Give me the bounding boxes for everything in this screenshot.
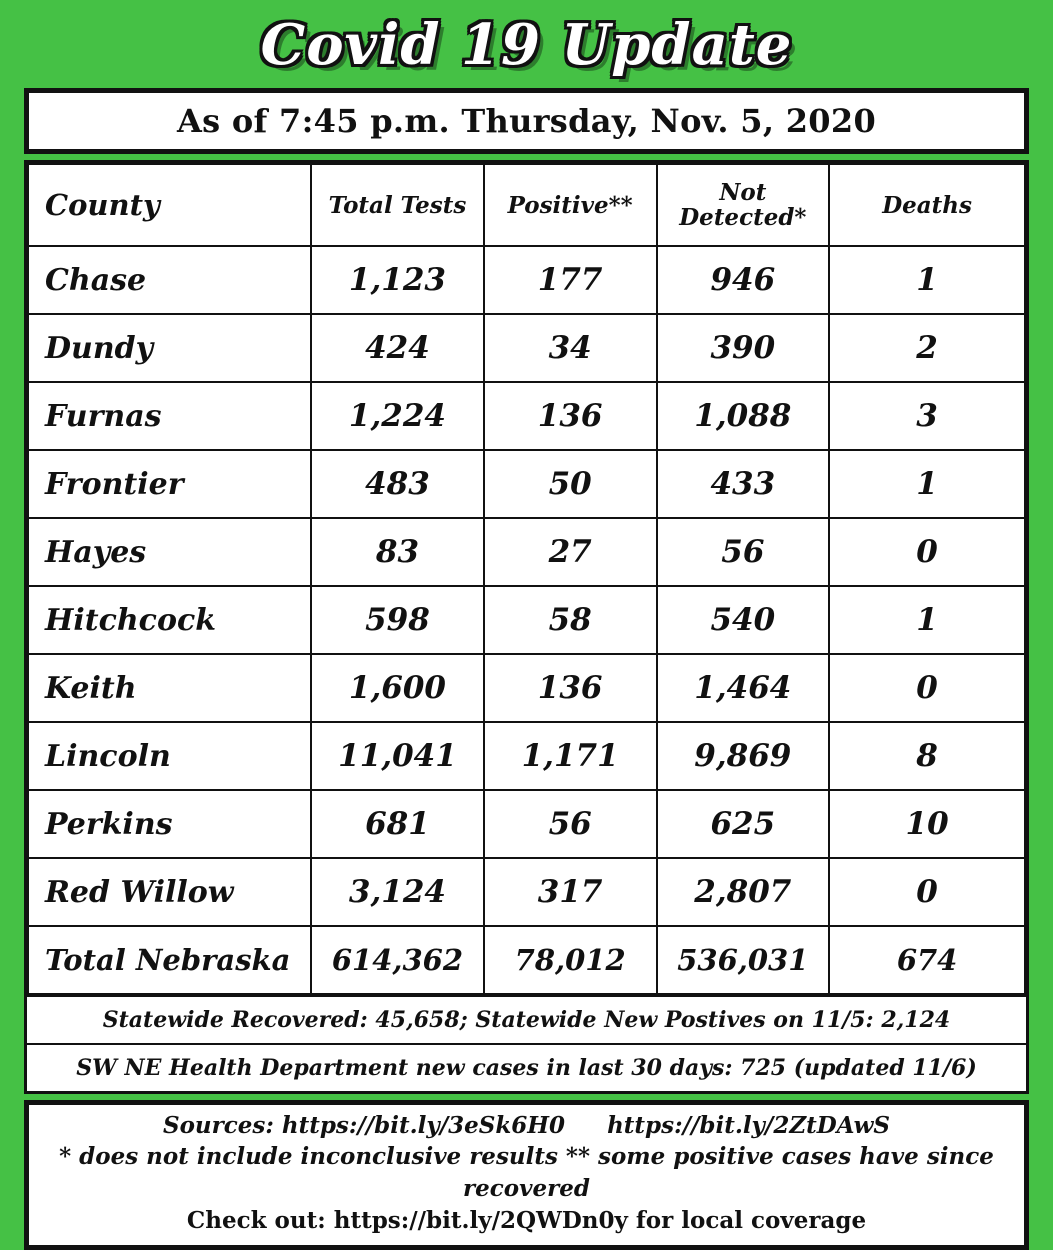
- table-row: [28, 790, 1025, 858]
- cell-deaths: 8: [829, 722, 1025, 790]
- column-header-positive: Positive**: [484, 164, 657, 246]
- cell-total-tests: 681: [311, 790, 484, 858]
- column-header-deaths: Deaths: [829, 164, 1025, 246]
- county-data-table-container: [24, 160, 1029, 1094]
- column-header-not-detected: Not Detected*: [657, 164, 830, 246]
- cell-county: Chase: [28, 246, 311, 314]
- cell-deaths: 0: [829, 654, 1025, 722]
- cell-county: Red Willow: [28, 858, 311, 926]
- sources-line: [37, 1111, 1016, 1141]
- cell-positive: 317: [484, 858, 657, 926]
- table-row: [28, 246, 1025, 314]
- cell-positive: 136: [484, 382, 657, 450]
- cell-county: Hitchcock: [28, 586, 311, 654]
- subtitle-card: [24, 88, 1029, 154]
- cell-county: Perkins: [28, 790, 311, 858]
- table-row: [28, 858, 1025, 926]
- cell-not-detected: 2,807: [657, 858, 830, 926]
- table-body: [28, 246, 1025, 994]
- table-row: [28, 518, 1025, 586]
- cell-deaths: 1: [829, 246, 1025, 314]
- cell-deaths: 2: [829, 314, 1025, 382]
- cell-deaths: 1: [829, 586, 1025, 654]
- cell-deaths: 674: [829, 926, 1025, 994]
- statewide-recovered-note: Statewide Recovered: 45,658; Statewide New Postives on 11/5: 2,124: [27, 995, 1026, 1043]
- cell-positive: 177: [484, 246, 657, 314]
- cell-total-tests: 1,224: [311, 382, 484, 450]
- sources-card: [24, 1100, 1029, 1250]
- cell-not-detected: 433: [657, 450, 830, 518]
- cell-not-detected: 390: [657, 314, 830, 382]
- cell-positive: 34: [484, 314, 657, 382]
- table-row-total: [28, 926, 1025, 994]
- table-header: [28, 164, 1025, 246]
- cell-not-detected: 1,088: [657, 382, 830, 450]
- cell-positive: 1,171: [484, 722, 657, 790]
- cell-total-tests: 614,362: [311, 926, 484, 994]
- cell-positive: 50: [484, 450, 657, 518]
- table-row: [28, 586, 1025, 654]
- table-row: [28, 450, 1025, 518]
- cell-deaths: 1: [829, 450, 1025, 518]
- coverage-link[interactable]: https://bit.ly/2QWDn0y: [333, 1207, 628, 1234]
- table-row: [28, 722, 1025, 790]
- check-out-suffix: for local coverage: [635, 1207, 867, 1234]
- cell-total-tests: 1,123: [311, 246, 484, 314]
- check-out-label: Check out:: [186, 1207, 326, 1234]
- cell-not-detected: 625: [657, 790, 830, 858]
- table-row: [28, 382, 1025, 450]
- cell-not-detected: 946: [657, 246, 830, 314]
- cell-total-tests: 424: [311, 314, 484, 382]
- cell-positive: 56: [484, 790, 657, 858]
- cell-total-tests: 11,041: [311, 722, 484, 790]
- column-header-county: County: [28, 164, 311, 246]
- cell-total-tests: 3,124: [311, 858, 484, 926]
- sw-ne-health-note: SW NE Health Department new cases in last 30 days: 725 (updated 11/6): [27, 1043, 1026, 1091]
- cell-deaths: 3: [829, 382, 1025, 450]
- page-title: Covid 19 Update: [260, 12, 793, 78]
- source-link-1[interactable]: https://bit.ly/3eSk6H0: [281, 1112, 566, 1139]
- footnotes: * does not include inconclusive results ** some positive cases have since recovered: [59, 1143, 994, 1202]
- source-link-2[interactable]: https://bit.ly/2ZtDAwS: [607, 1112, 891, 1139]
- cell-not-detected: 540: [657, 586, 830, 654]
- table-row: [28, 314, 1025, 382]
- column-header-total-tests: Total Tests: [311, 164, 484, 246]
- cell-positive: 78,012: [484, 926, 657, 994]
- cell-not-detected: 536,031: [657, 926, 830, 994]
- cell-total-tests: 598: [311, 586, 484, 654]
- cell-not-detected: 1,464: [657, 654, 830, 722]
- cell-total-tests: 483: [311, 450, 484, 518]
- cell-positive: 136: [484, 654, 657, 722]
- cell-county: Dundy: [28, 314, 311, 382]
- cell-county: Furnas: [28, 382, 311, 450]
- county-data-table: [27, 163, 1026, 995]
- cell-deaths: 0: [829, 858, 1025, 926]
- table-header-row: [28, 164, 1025, 246]
- cell-county: Hayes: [28, 518, 311, 586]
- cell-deaths: 10: [829, 790, 1025, 858]
- cell-total-tests: 83: [311, 518, 484, 586]
- as-of-timestamp: As of 7:45 p.m. Thursday, Nov. 5, 2020: [176, 102, 877, 140]
- cell-county: Keith: [28, 654, 311, 722]
- cell-deaths: 0: [829, 518, 1025, 586]
- cell-not-detected: 56: [657, 518, 830, 586]
- sources-label: Sources:: [162, 1112, 274, 1139]
- cell-total-tests: 1,600: [311, 654, 484, 722]
- cell-county: Frontier: [28, 450, 311, 518]
- cell-county: Total Nebraska: [28, 926, 311, 994]
- cell-not-detected: 9,869: [657, 722, 830, 790]
- cell-county: Lincoln: [28, 722, 311, 790]
- cell-positive: 27: [484, 518, 657, 586]
- table-row: [28, 654, 1025, 722]
- cell-positive: 58: [484, 586, 657, 654]
- check-out-line: [37, 1205, 1016, 1237]
